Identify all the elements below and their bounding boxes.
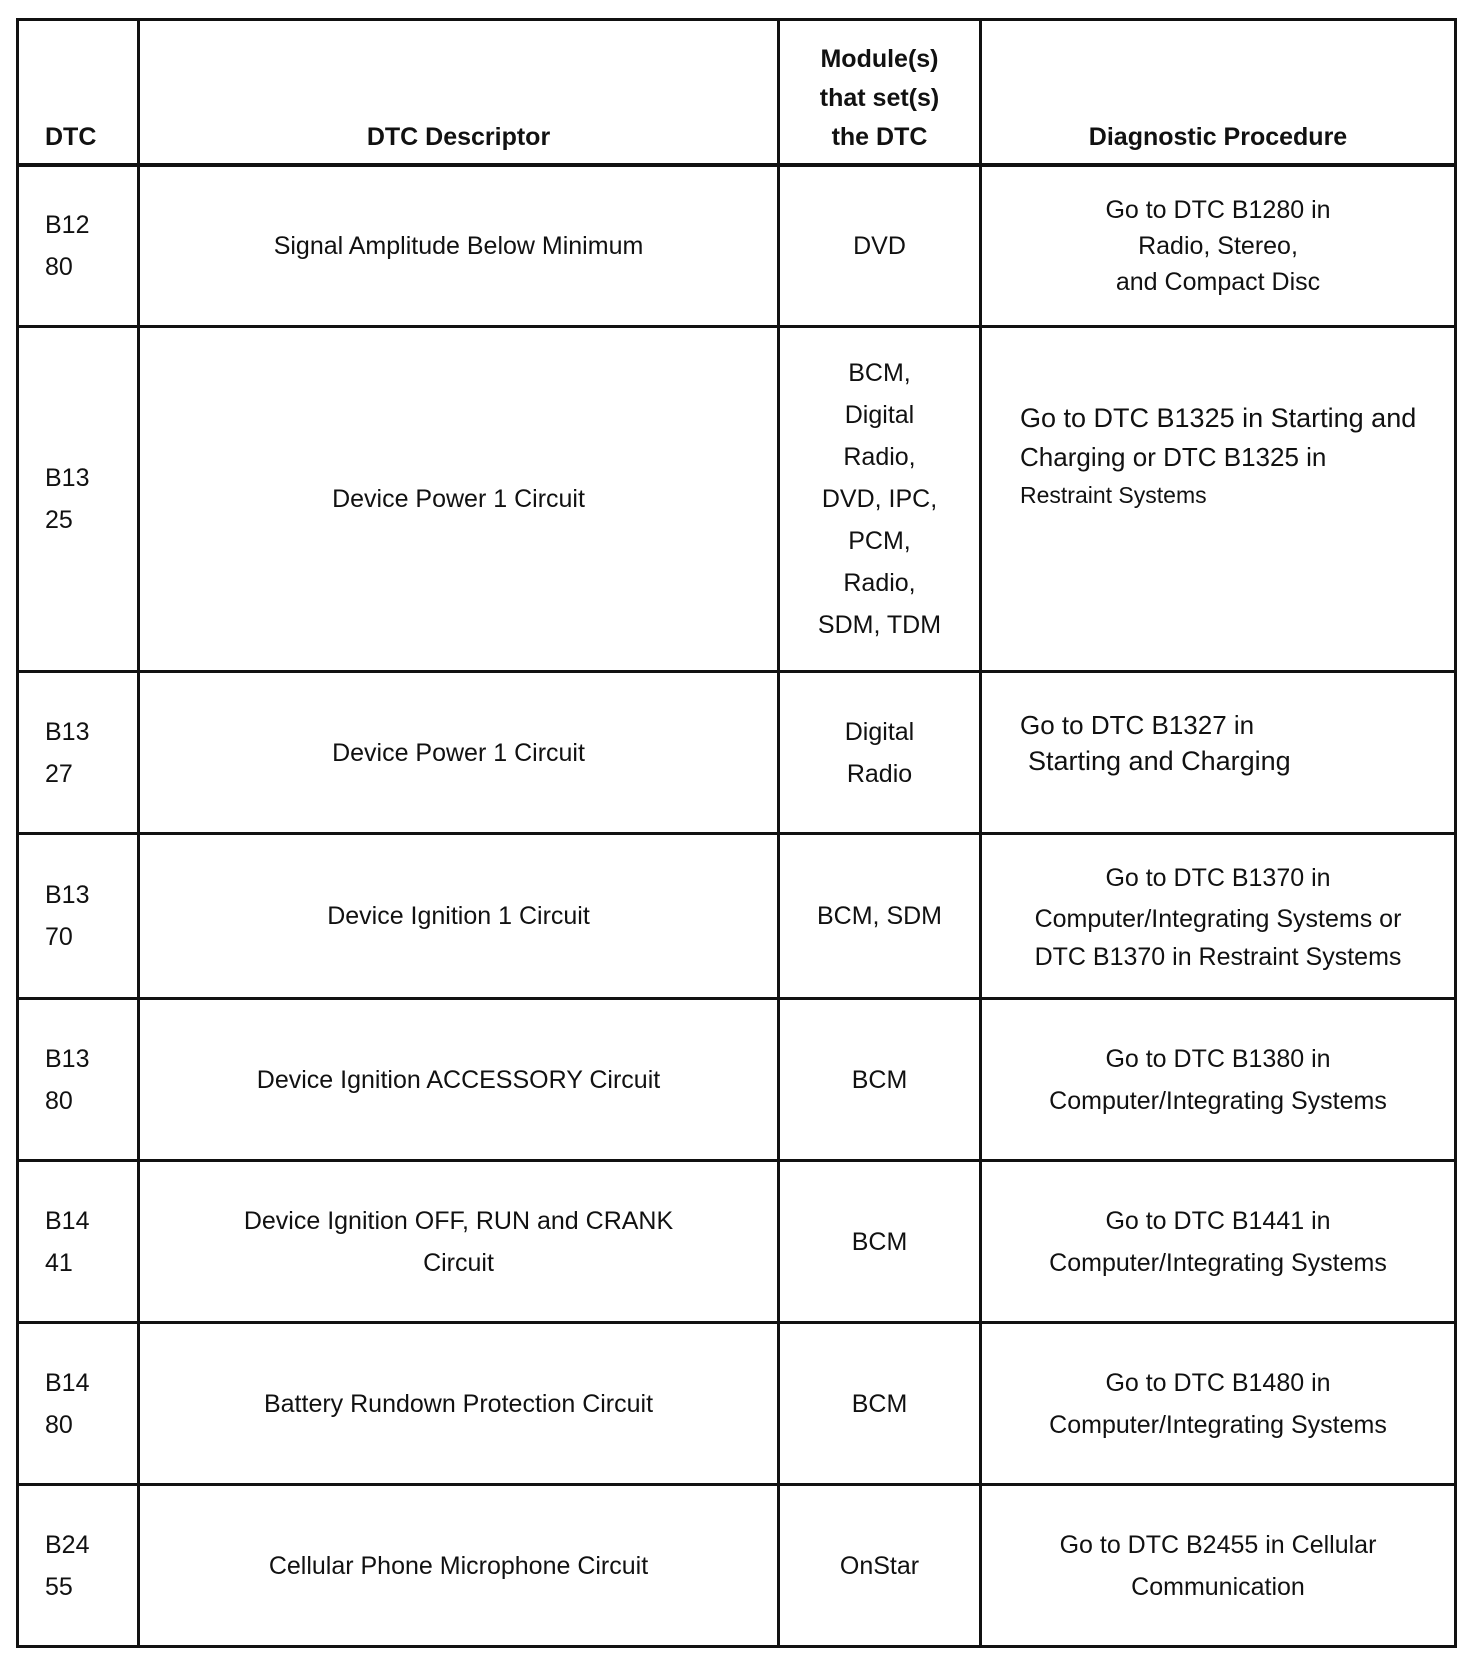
header-modules-line: the DTC: [831, 122, 928, 151]
module-line: BCM, SDM: [817, 902, 942, 930]
header-descriptor: DTC Descriptor: [139, 20, 779, 165]
table-row: [18, 1485, 1456, 1647]
dtc-code-part: 41: [45, 1248, 73, 1277]
module-line: Digital: [844, 401, 915, 429]
module-line: DVD, IPC,: [821, 485, 938, 513]
dtc-code-part: 80: [45, 252, 73, 281]
procedure-cell: [981, 1161, 1456, 1323]
dtc-code-part: B24: [45, 1530, 90, 1559]
procedure-line: Charging or DTC B1325 in: [1020, 442, 1327, 472]
dtc-code-part: 80: [45, 1410, 73, 1439]
header-procedure: Diagnostic Procedure: [981, 20, 1456, 165]
module-line: Digital: [844, 717, 915, 746]
descriptor-line: Device Ignition OFF, RUN and CRANK: [243, 1206, 674, 1235]
procedure-line: Computer/Integrating Systems: [1049, 1086, 1387, 1115]
module-line: Radio: [846, 759, 913, 788]
header-modules: [779, 20, 981, 165]
dtc-cell: [18, 165, 139, 327]
table-row: [18, 1161, 1456, 1323]
header-modules-line: that set(s): [819, 83, 940, 112]
procedure-cell: [981, 1485, 1456, 1647]
procedure-line: DTC B1370 in Restraint Systems: [1034, 943, 1402, 971]
modules-cell: [779, 327, 981, 672]
dtc-cell: [18, 1485, 139, 1647]
dtc-code-part: 80: [45, 1086, 73, 1115]
dtc-code-part: 70: [45, 923, 73, 951]
procedure-line: and Compact Disc: [1115, 267, 1321, 296]
procedure-line: Computer/Integrating Systems or: [1034, 905, 1402, 933]
modules-cell: [779, 1323, 981, 1485]
modules-cell: [779, 672, 981, 834]
dtc-cell: [18, 1161, 139, 1323]
dtc-table: [16, 18, 1457, 1648]
descriptor-cell: [139, 1161, 779, 1323]
module-line: Radio,: [843, 443, 916, 471]
descriptor-cell: Device Power 1 Circuit: [139, 327, 779, 672]
table-row: [18, 165, 1456, 327]
dtc-code-part: B13: [45, 881, 90, 909]
dtc-cell: [18, 1323, 139, 1485]
procedure-line: Restraint Systems: [1020, 482, 1207, 508]
modules-cell: [779, 165, 981, 327]
procedure-line: Go to DTC B1480 in: [1105, 1368, 1331, 1397]
procedure-line: Go to DTC B2455 in Cellular: [1059, 1530, 1377, 1559]
dtc-code-part: 27: [45, 759, 73, 788]
header-dtc: DTC: [18, 20, 139, 165]
procedure-line: Go to DTC B1370 in: [1105, 864, 1331, 892]
table-row: [18, 672, 1456, 834]
module-line: SDM, TDM: [817, 611, 942, 639]
procedure-line: Go to DTC B1380 in: [1105, 1044, 1331, 1073]
module-line: BCM: [851, 1227, 908, 1256]
descriptor-cell: Signal Amplitude Below Minimum: [139, 165, 779, 327]
table-row: [18, 999, 1456, 1161]
procedure-line: Go to DTC B1280 in: [1105, 195, 1331, 224]
procedure-cell: [981, 1323, 1456, 1485]
procedure-line: Computer/Integrating Systems: [1049, 1248, 1387, 1277]
descriptor-cell: Cellular Phone Microphone Circuit: [139, 1485, 779, 1647]
table-row: [18, 1323, 1456, 1485]
table-header-row: [18, 20, 1456, 165]
procedure-line: Communication: [1131, 1572, 1305, 1601]
modules-cell: [779, 1485, 981, 1647]
procedure-cell: [981, 165, 1456, 327]
dtc-code-part: B14: [45, 1368, 90, 1397]
descriptor-cell: Device Ignition ACCESSORY Circuit: [139, 999, 779, 1161]
procedure-cell: [981, 999, 1456, 1161]
procedure-line: Computer/Integrating Systems: [1049, 1410, 1387, 1439]
procedure-cell: [981, 834, 1456, 999]
procedure-line: Go to DTC B1441 in: [1105, 1206, 1331, 1235]
descriptor-cell: Device Ignition 1 Circuit: [139, 834, 779, 999]
module-line: BCM,: [848, 359, 911, 387]
table-row: [18, 327, 1456, 672]
module-line: OnStar: [839, 1551, 920, 1580]
procedure-line: Starting and Charging: [1028, 746, 1291, 776]
header-modules-line: Module(s): [820, 44, 939, 73]
dtc-code-part: B13: [45, 464, 90, 492]
dtc-cell: [18, 672, 139, 834]
module-line: BCM: [851, 1065, 908, 1094]
dtc-code-part: B14: [45, 1206, 90, 1235]
modules-cell: [779, 834, 981, 999]
procedure-line: Go to DTC B1327 in: [1020, 710, 1255, 740]
modules-cell: [779, 1161, 981, 1323]
dtc-code-part: 55: [45, 1572, 73, 1601]
table-row: [18, 834, 1456, 999]
module-line: DVD: [853, 231, 906, 260]
procedure-line: Radio, Stereo,: [1138, 231, 1298, 260]
descriptor-cell: Device Power 1 Circuit: [139, 672, 779, 834]
dtc-cell: [18, 327, 139, 672]
module-line: Radio,: [843, 569, 916, 597]
procedure-line: Go to DTC B1325 in Starting and: [1020, 403, 1417, 433]
procedure-cell: [981, 672, 1456, 834]
modules-cell: [779, 999, 981, 1161]
dtc-code-part: 25: [45, 506, 73, 534]
dtc-cell: [18, 834, 139, 999]
procedure-cell: [981, 327, 1456, 672]
descriptor-line: Circuit: [423, 1248, 494, 1277]
dtc-code-part: B12: [45, 210, 90, 239]
module-line: PCM,: [848, 527, 911, 555]
dtc-code-part: B13: [45, 717, 90, 746]
module-line: BCM: [851, 1389, 908, 1418]
dtc-code-part: B13: [45, 1044, 90, 1073]
descriptor-cell: Battery Rundown Protection Circuit: [139, 1323, 779, 1485]
dtc-cell: [18, 999, 139, 1161]
